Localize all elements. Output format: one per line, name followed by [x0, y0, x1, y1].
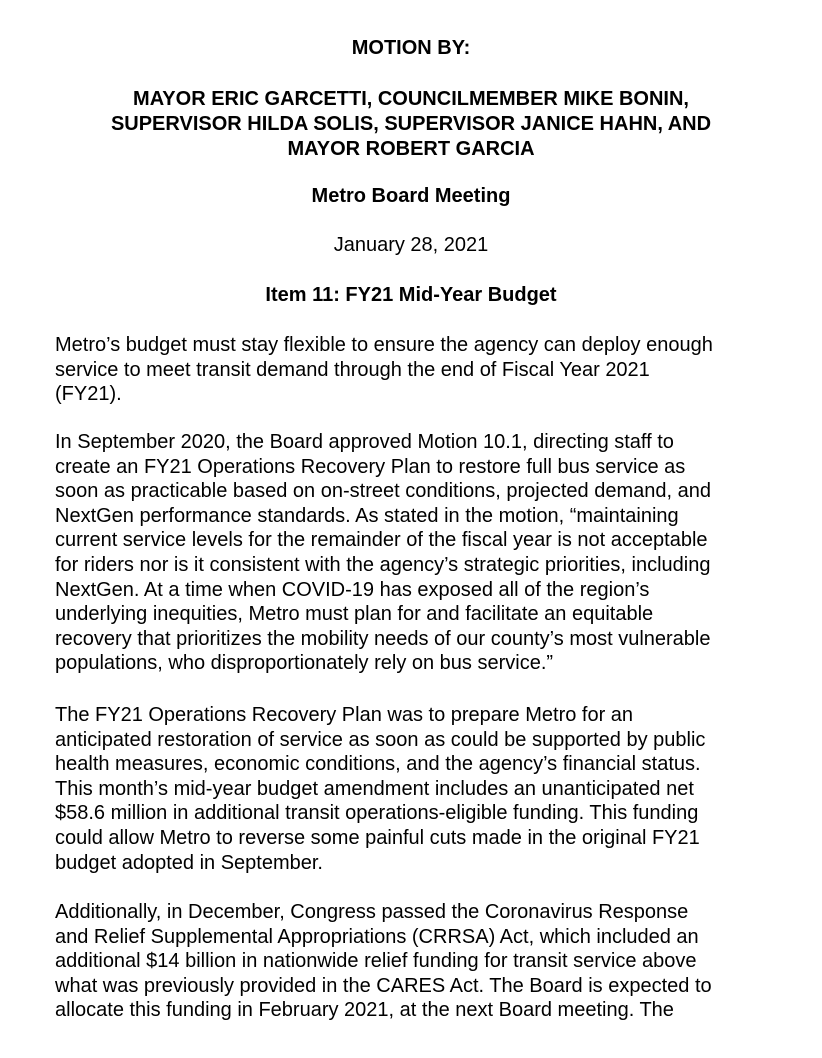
text-line: and Relief Supplemental Appropriations (CRRSA) Act, which included an [55, 925, 699, 948]
text-line: budget adopted in September. [55, 851, 323, 874]
text-line: for riders nor is it consistent with the agency’s strategic priorities, including [55, 553, 711, 576]
sponsors-line: SUPERVISOR HILDA SOLIS, SUPERVISOR JANICE HAHN, AND [110, 113, 712, 135]
text-line: (FY21). [55, 383, 122, 406]
motion-by-heading: MOTION BY: [351, 37, 471, 59]
paragraph-recovery-plan [55, 703, 775, 875]
text-line: The FY21 Operations Recovery Plan was to prepare Metro for an [55, 704, 634, 726]
sponsors-block [0, 87, 822, 162]
agenda-item-title: Item 11: FY21 Mid-Year Budget [265, 284, 557, 306]
text-line: NextGen. At a time when COVID-19 has exposed all of the region’s [55, 578, 650, 601]
text-line: NextGen performance standards. As stated in the motion, “maintaining [55, 504, 679, 527]
text-line: soon as practicable based on on-street conditions, projected demand, and [55, 480, 711, 503]
text-line: additional $14 billion in nationwide relief funding for transit service above [55, 950, 697, 973]
text-line: In September 2020, the Board approved Motion 10.1, directing staff to [55, 431, 674, 453]
text-line: service to meet transit demand through the end of Fiscal Year 2021 [55, 358, 650, 381]
text-line: anticipated restoration of service as soon as could be supported by public [55, 728, 706, 751]
paragraph-budget-flexibility [55, 333, 775, 407]
text-line: current service levels for the remainder of the fiscal year is not acceptable [55, 529, 708, 552]
meeting-title: Metro Board Meeting [311, 185, 511, 207]
paragraph-crrsa-act [55, 900, 775, 1023]
text-line: what was previously provided in the CARES Act. The Board is expected to [55, 974, 712, 997]
text-line: create an FY21 Operations Recovery Plan to restore full bus service as [55, 455, 686, 478]
text-line: This month’s mid-year budget amendment includes an unanticipated net [55, 777, 694, 800]
text-line: Additionally, in December, Congress passed the Coronavirus Response [55, 901, 689, 923]
text-line: recovery that prioritizes the mobility needs of our county’s most vulnerable [55, 627, 711, 650]
text-line: $58.6 million in additional transit operations-eligible funding. This funding [55, 802, 699, 825]
meeting-date: January 28, 2021 [333, 234, 489, 256]
text-line: health measures, economic conditions, and the agency’s financial status. [55, 753, 701, 776]
text-line: populations, who disproportionately rely on bus service.” [55, 652, 554, 675]
sponsors-line: MAYOR ROBERT GARCIA [287, 138, 535, 160]
paragraph-motion-10-1 [55, 430, 775, 676]
text-line: allocate this funding in February 2021, at the next Board meeting. The [55, 999, 674, 1022]
text-line: underlying inequities, Metro must plan for and facilitate an equitable [55, 603, 654, 626]
text-line: could allow Metro to reverse some painful cuts made in the original FY21 [55, 826, 700, 849]
sponsors-line: MAYOR ERIC GARCETTI, COUNCILMEMBER MIKE BONIN, [133, 88, 689, 110]
text-line: Metro’s budget must stay flexible to ensure the agency can deploy enough [55, 334, 713, 356]
